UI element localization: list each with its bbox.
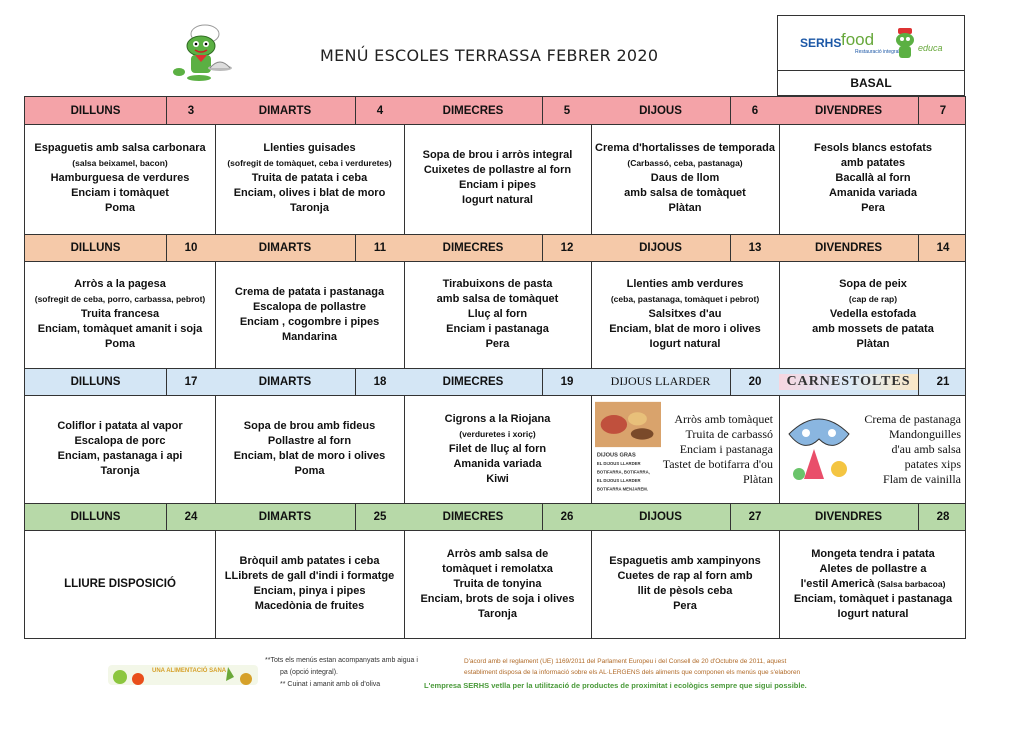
day-name: DIVENDRES (814, 510, 883, 523)
menu-dish: Enciam, blat de moro i olives (609, 323, 761, 335)
menu-cell (779, 261, 967, 368)
menu-dish: Crema de pastanaga (864, 411, 961, 426)
day-number: 18 (355, 368, 404, 395)
menu-cell (779, 530, 967, 638)
logo-text: UNA ALIMENTACIÓ SANA (152, 668, 227, 674)
menu-dish: Truita de patata i ceba (251, 171, 368, 184)
menu-dish: Poma (105, 338, 135, 350)
day-header (25, 234, 215, 261)
menu-dish: Bròquil amb patates i ceba (239, 555, 380, 567)
menu-dish: Enciam, tomàquet amanit i soja (37, 323, 203, 335)
day-name: DILLUNS (70, 375, 121, 388)
menu-dish: Iogurt natural (649, 338, 721, 350)
menu-dish: Enciam, tomàquet i pastanaga (793, 592, 953, 605)
menu-cell (25, 395, 215, 503)
menu-dish: Enciam, pastanaga i api (57, 450, 183, 462)
day-header (591, 368, 779, 395)
menu-dish: Iogurt natural (837, 607, 909, 620)
dijous-caption-line: BOTIFARRA MENJAREM. (596, 486, 649, 492)
logo-food-text: food (841, 30, 875, 49)
menu-dish: (cap de rap) (848, 294, 898, 304)
menu-dish: LLIURE DISPOSICIÓ (64, 577, 176, 590)
menu-dish: (ceba, pastanaga, tomàquet i pebrot) (610, 294, 760, 304)
menu-dish: Enciam, blat de moro i olives (233, 450, 386, 462)
dijous-caption-line: EL DIJOUS LLARDER (596, 478, 641, 483)
menu-cell (404, 124, 591, 232)
menu-dish: Pera (485, 338, 510, 350)
menu-dish: Pera (861, 201, 885, 214)
menu-dish: Llenties amb verdures (626, 278, 744, 290)
footnote-water: **Tots els menús estan acompanyats amb aigua i (265, 657, 418, 664)
menu-dish: llit de pèsols ceba (637, 585, 733, 597)
menu-cell (591, 261, 779, 368)
day-number: 11 (355, 234, 404, 261)
menu-dish: Amanida variada (828, 186, 918, 199)
menu-dish: (sofregit de ceba, porro, carbassa, pebrot) (34, 294, 206, 304)
menu-dish: Taronja (478, 607, 517, 620)
menu-dish: Amanida variada (453, 457, 542, 470)
day-header (779, 97, 967, 124)
menu-dish: Aletes de pollastre a (819, 562, 927, 575)
day-name: DIMARTS (258, 375, 312, 388)
menu-calendar-grid (24, 96, 966, 639)
menu-dish: Flam de vainilla (883, 471, 961, 486)
day-header (25, 97, 215, 124)
menu-dish: Arròs a la pagesa (74, 278, 166, 290)
day-number: 3 (166, 97, 215, 124)
menu-dish: (verduretes i xoriç) (459, 428, 536, 439)
day-number: 13 (730, 234, 779, 261)
chef-frog-illustration (165, 22, 235, 84)
menu-dish: (Carbassó, ceba, pastanaga) (627, 157, 743, 168)
proximity-note: L'empresa SERHS vetlla per la utilització de productes de proximitat i ecològics sempre que sigui possible. (424, 681, 807, 690)
day-header (215, 234, 404, 261)
menu-dish: Mandonguilles (889, 426, 961, 441)
menu-dish: Enciam, brots de soja i olives (420, 592, 575, 605)
carnival-mask-image (783, 399, 855, 499)
menu-cell (215, 124, 404, 232)
day-header (25, 368, 215, 395)
menu-dish: Crema d'hortalisses de temporada (595, 141, 775, 154)
footnote-oil: ** Cuinat i amanit amb oli d'oliva (280, 681, 381, 688)
day-header (404, 368, 591, 395)
day-number: 21 (918, 368, 967, 395)
day-header (404, 97, 591, 124)
day-number: 4 (355, 97, 404, 124)
menu-cell (404, 261, 591, 368)
day-number: 5 (542, 97, 591, 124)
menu-dish: Arròs amb salsa de (446, 547, 549, 560)
menu-cell (215, 530, 404, 638)
page-title: MENÚ ESCOLES TERRASSA FEBRER 2020 (320, 46, 659, 65)
menu-dish: Llenties guisades (263, 141, 356, 154)
day-name: DIJOUS (639, 241, 682, 254)
menu-dish: Enciam , cogombre i pipes (239, 315, 380, 328)
menu-dish: amb mossets de patata (812, 323, 934, 335)
day-name: DIJOUS LLARDER (610, 374, 711, 388)
legal-note-1: D'acord amb el reglament (UE) 1169/2011 del Parlament Europeu i del Consell de 20 d'Octubre de 2011, aquest (464, 658, 787, 665)
day-number: 25 (355, 503, 404, 530)
menu-dish: Hamburguesa de verdures (50, 171, 190, 184)
menu-cell (215, 261, 404, 368)
menu-dish: Coliflor i patata al vapor (57, 420, 183, 432)
menu-dish: Mandarina (281, 330, 337, 343)
day-name: DIJOUS (639, 104, 682, 117)
day-name: DIMARTS (258, 104, 312, 117)
menu-dish: Enciam i pastanaga (679, 441, 773, 456)
menu-dish: Fesols blancs estofats (814, 141, 932, 154)
menu-dish: d'au amb salsa (891, 441, 961, 456)
menu-cell (25, 530, 215, 638)
menu-dish: Daus de llom (650, 171, 720, 184)
menu-dish: patates xips (904, 456, 961, 471)
menu-cell (591, 395, 779, 503)
menu-dish: Pera (673, 600, 697, 612)
day-header (215, 97, 404, 124)
menu-dish: Crema de patata i pastanaga (234, 285, 385, 298)
legal-note-2: establiment disposa de la informació sobre els AL·LERGENS dels aliments que componen els menús que s'elaboren (464, 669, 801, 676)
day-header (591, 97, 779, 124)
day-name: DIVENDRES (814, 104, 883, 117)
dijous-caption-line: DIJOUS GRAS (596, 452, 636, 459)
day-name: DIMARTS (258, 510, 312, 523)
day-number: 20 (730, 368, 779, 395)
menu-dish: Kiwi (486, 472, 509, 485)
menu-dish: Taronja (290, 201, 329, 214)
day-name: DIJOUS (639, 510, 682, 523)
day-header (25, 503, 215, 530)
day-name: DIMARTS (258, 241, 312, 254)
day-name: DIMECRES (442, 510, 504, 523)
menu-dish: Salsitxes d'au (648, 308, 722, 320)
footer (108, 655, 868, 695)
menu-dish: Enciam, pinya i pipes (253, 585, 366, 597)
menu-cell (215, 395, 404, 503)
menu-dish: Taronja (100, 465, 140, 477)
footnote-bread: pa (opció integral). (280, 669, 338, 676)
menu-cell (591, 124, 779, 232)
menu-dish: Enciam i pipes (458, 179, 537, 191)
day-number: 7 (918, 97, 967, 124)
menu-dish: Plàtan (668, 201, 702, 214)
day-number: 14 (918, 234, 967, 261)
menu-dish: Cigrons a la Riojana (444, 412, 551, 425)
menu-dish: Tirabuixons de pasta (442, 278, 553, 290)
day-name: CARNESTOLTES (779, 374, 918, 390)
menu-cell (25, 261, 215, 368)
menu-dish: Vedella estofada (829, 308, 917, 320)
menu-cell (591, 530, 779, 638)
menu-dish: Pollastre al forn (267, 435, 352, 447)
diet-label: BASAL (777, 70, 965, 96)
day-name: DILLUNS (70, 104, 121, 117)
menu-dish: Escalopa de pollastre (252, 300, 367, 313)
day-header (779, 234, 967, 261)
day-number: 10 (166, 234, 215, 261)
menu-dish: Cuixetes de pollastre al forn (423, 164, 572, 176)
day-number: 24 (166, 503, 215, 530)
day-name: DIVENDRES (814, 241, 883, 254)
day-number: 6 (730, 97, 779, 124)
menu-dish: Macedònia de fruites (254, 600, 365, 612)
menu-dish: Poma (105, 201, 135, 214)
day-name: DIMECRES (442, 104, 504, 117)
day-number: 26 (542, 503, 591, 530)
healthy-eating-logo (108, 655, 258, 693)
day-name: DIMECRES (442, 241, 504, 254)
dijous-caption-line: EL DIJOUS LLARDER (596, 461, 641, 467)
menu-cell (779, 395, 967, 503)
day-name: DILLUNS (70, 241, 121, 254)
menu-dish: Enciam, olives i blat de moro (233, 186, 386, 199)
day-header (779, 503, 967, 530)
day-header (591, 234, 779, 261)
day-number: 19 (542, 368, 591, 395)
menu-dish: LLibrets de gall d'indi i formatge (224, 570, 395, 582)
menu-dish: Bacallà al forn (835, 171, 911, 184)
menu-dish: amb salsa de tomàquet (624, 186, 746, 199)
menu-dish: Enciam i tomàquet (71, 186, 169, 199)
menu-dish: Truita de carbassó (685, 426, 773, 441)
menu-cell (779, 124, 967, 232)
menu-dish: Poma (294, 465, 325, 477)
menu-dish: tomàquet i remolatxa (442, 562, 553, 575)
menu-cell (25, 124, 215, 232)
day-name: DILLUNS (70, 510, 121, 523)
menu-dish: Sopa de peix (839, 278, 907, 290)
menu-dish: amb patates (840, 156, 906, 169)
menu-dish: Lluç al forn (467, 308, 528, 320)
day-header (779, 368, 967, 395)
menu-dish: Escalopa de porc (74, 435, 166, 447)
menu-dish: (sofregit de tomàquet, ceba i verduretes) (227, 157, 392, 168)
menu-dish: Plàtan (743, 471, 773, 486)
day-header (215, 503, 404, 530)
day-header (215, 368, 404, 395)
day-header (404, 503, 591, 530)
logo-educa-text: educa (918, 43, 943, 53)
menu-dish: Plàtan (856, 338, 890, 350)
menu-dish: Iogurt natural (462, 194, 533, 206)
day-name: DIMECRES (442, 375, 504, 388)
menu-dish: Espaguetis amb salsa carbonara (34, 141, 206, 154)
day-number: 12 (542, 234, 591, 261)
logo-sub-text: Restauració integral (855, 49, 900, 55)
dijous-gras-image (595, 399, 661, 499)
brand-logo (777, 15, 965, 70)
day-number: 28 (918, 503, 967, 530)
menu-cell (404, 395, 591, 503)
logo-serhs-text: SERHS (800, 36, 842, 50)
day-header (404, 234, 591, 261)
day-number: 27 (730, 503, 779, 530)
menu-dish: Truita francesa (80, 308, 160, 320)
menu-dish: Truita de tonyina (453, 577, 542, 590)
menu-dish: Arròs amb tomàquet (674, 411, 773, 426)
menu-dish: l'estil Americà (Salsa barbacoa) (800, 577, 946, 590)
menu-dish: Mongeta tendra i patata (811, 547, 935, 560)
menu-dish: Tastet de botifarra d'ou (662, 456, 773, 471)
menu-dish: Cuetes de rap al forn amb (617, 570, 753, 582)
menu-dish: amb salsa de tomàquet (436, 293, 559, 305)
logo-frog-icon (892, 26, 918, 60)
dijous-caption-line: BOTIFARRA, BOTIFARRA, (596, 469, 650, 475)
menu-dish: (salsa beixamel, bacon) (72, 157, 168, 168)
menu-dish: Enciam i pastanaga (446, 323, 549, 335)
menu-dish: Sopa de brou amb fideus (243, 420, 376, 432)
menu-dish: Espaguetis amb xampinyons (609, 555, 761, 567)
menu-dish: Filet de lluç al forn (448, 442, 547, 455)
day-number: 17 (166, 368, 215, 395)
menu-dish: Sopa de brou i arròs integral (422, 149, 573, 161)
menu-cell (404, 530, 591, 638)
day-header (591, 503, 779, 530)
